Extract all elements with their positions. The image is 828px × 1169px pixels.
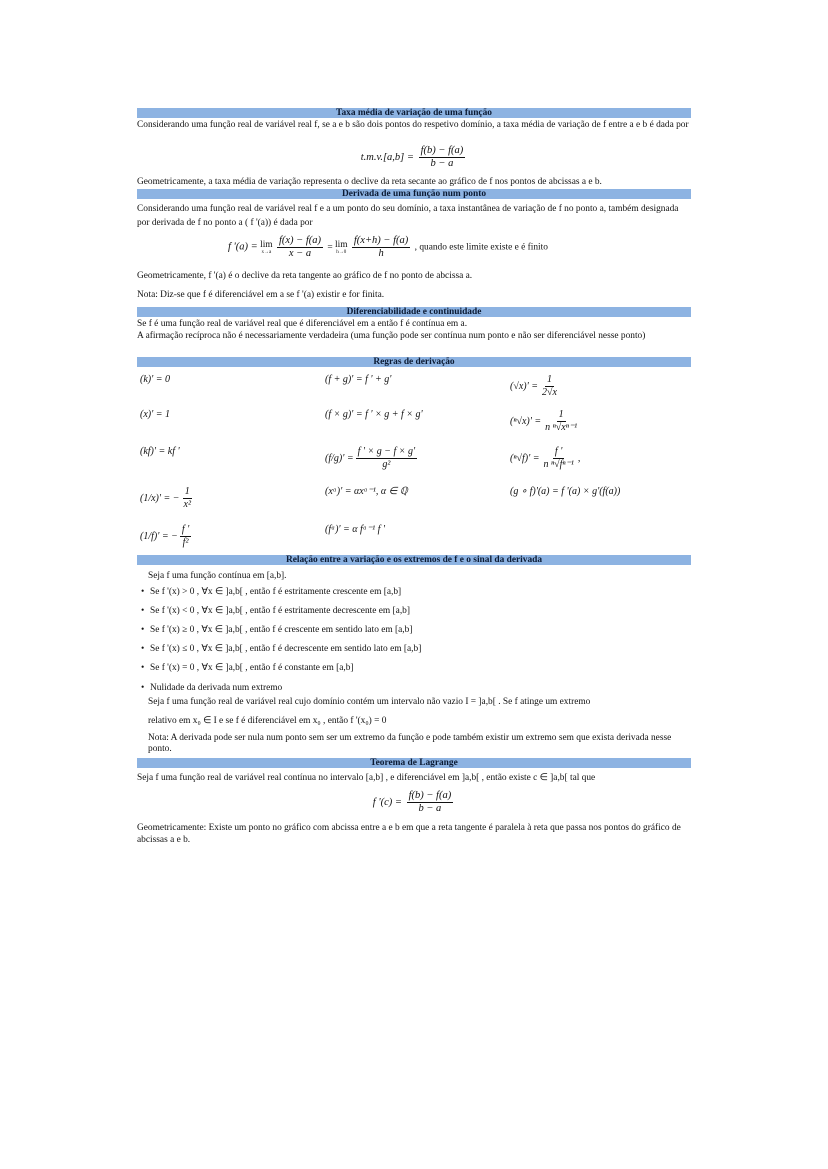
- bullet-text: Se f '(x) ≤ 0 , ∀x ∈ ]a,b[ , então f é decrescente em sentido lato em [a,b]: [150, 644, 422, 654]
- rule-fraction: [182, 486, 193, 511]
- rule-fraction: [541, 446, 575, 471]
- derivation-rule: [140, 374, 170, 386]
- extremo-line2: relativo em x₀ ∈ I e se f é diferenciável em x₀ , então f '(x₀) = 0: [148, 716, 387, 726]
- derivation-rule: [140, 524, 193, 549]
- rule-lhs: (g ∘ f)'(a) = f '(a) × g'(f(a)): [510, 486, 621, 497]
- derivation-rule: [325, 524, 385, 536]
- bullet-item: [141, 644, 421, 656]
- derivation-rule: [325, 409, 423, 421]
- lim-2: lim: [335, 239, 348, 250]
- rule-numerator: f ': [554, 446, 563, 457]
- derivada-formula: [228, 235, 698, 260]
- rule-numerator: 1: [546, 374, 552, 385]
- section-header-regras: Regras de derivação: [137, 357, 691, 367]
- rule-denominator: n ⁿ√fⁿ⁻¹: [543, 459, 574, 470]
- section-header-derivada: Derivada de uma função num ponto: [137, 189, 691, 199]
- lagrange-intro: Seja f uma função real de variável real contínua no intervalo [a,b] , e diferenciável em ]a,b[ , então existe c ∈ ]a,b[ tal que: [137, 773, 596, 783]
- rule-fraction: [180, 524, 191, 549]
- diferenciabilidade-line2: A afirmação recíproca não é necessariamente verdadeira (uma função pode ser contínua num ponto e não ser diferenciável nesse ponto): [137, 331, 646, 341]
- lim-1: lim: [260, 239, 273, 250]
- bullet-text: Se f '(x) ≥ 0 , ∀x ∈ ]a,b[ , então f é crescente em sentido lato em [a,b]: [150, 625, 413, 635]
- rule-numerator: f ' × g − f × g': [357, 446, 416, 457]
- lagrange-numerator: f(b) − f(a): [408, 790, 452, 801]
- diferenciabilidade-line1: Se f é uma função real de variável real que é diferenciável em a então f é contínua em a.: [137, 319, 468, 329]
- rule-numerator: 1: [184, 486, 190, 497]
- lagrange-geo: Geometricamente: Existe um ponto no gráfico com abcissa entre a e b em que a reta tangente é paralela à reta que passa nos pontos do gráfico de abcissas a e b.: [137, 823, 681, 845]
- bullet-item: [141, 606, 410, 618]
- rule-tail: ,: [577, 452, 581, 464]
- derivation-rule: [510, 409, 581, 434]
- derivation-rule: [510, 446, 580, 471]
- lagrange-lhs: f '(c) =: [372, 796, 402, 808]
- rule-lhs: (1/f)' = −: [140, 530, 178, 542]
- tmv-denominator: b − a: [430, 158, 454, 169]
- rule-denominator: 2√x: [541, 387, 557, 398]
- rule-lhs: (√x)' =: [510, 380, 538, 392]
- rule-lhs: (xᵅ)' = αxᵅ⁻¹, α ∈ ℚ: [325, 486, 408, 497]
- derivation-rule: [325, 374, 391, 386]
- rule-lhs: (f + g)' = f ' + g': [325, 374, 392, 385]
- derivation-rule: [510, 374, 561, 399]
- rule-lhs: (ⁿ√f)' =: [510, 452, 540, 464]
- denominator-1: x − a: [288, 248, 312, 259]
- relacao-nota: Nota: A derivada pode ser nula num ponto sem ser um extremo da função e pode também existir um extremo sem que exista derivada nesse ponto.: [148, 733, 672, 754]
- bullet-item: [141, 663, 354, 675]
- rule-lhs: (1/x)' = −: [140, 492, 180, 504]
- rule-lhs: (ⁿ√x)' =: [510, 415, 542, 427]
- relacao-intro: Seja f uma função contínua em [a,b].: [148, 571, 287, 581]
- bullet-text: Nulidade da derivada num extremo: [150, 683, 283, 693]
- derivada-geo: Geometricamente, f '(a) é o declive da reta tangente ao gráfico de f no ponto de abcissa a.: [137, 271, 473, 281]
- tmv-formula-lhs: t.m.v.[a,b] =: [360, 151, 414, 163]
- rule-lhs: (kf)' = kf ': [140, 446, 180, 457]
- bullet-item: [141, 683, 282, 695]
- lagrange-denominator: b − a: [418, 803, 442, 814]
- bullet-item: [141, 587, 401, 599]
- rule-fraction: [540, 374, 559, 399]
- derivada-tail: , quando este limite existe e é finito: [414, 242, 548, 253]
- rule-denominator: f²: [182, 537, 189, 548]
- derivation-rule: [140, 486, 195, 511]
- lagrange-formula: [137, 790, 691, 815]
- rule-numerator: f ': [181, 524, 190, 535]
- bullet-item: [141, 625, 412, 637]
- rule-lhs: (x)' = 1: [140, 409, 170, 420]
- bullet-text: Se f '(x) = 0 , ∀x ∈ ]a,b[ , então f é constante em [a,b]: [150, 663, 354, 673]
- tmv-geo: Geometricamente, a taxa média de variação representa o declive da reta secante ao gráfico de f nos pontos de abcissas a e b.: [137, 177, 602, 187]
- rule-lhs: (k)' = 0: [140, 374, 170, 385]
- denominator-2: h: [378, 248, 384, 259]
- derivation-rule: [510, 486, 620, 498]
- derivada-nota: Nota: Diz-se que f é diferenciável em a se f '(a) existir e for finita.: [137, 290, 385, 300]
- rule-lhs: (f/g)' =: [325, 452, 354, 464]
- derivation-rule: [325, 486, 408, 498]
- tmv-formula: [137, 145, 691, 170]
- derivation-rule: [325, 446, 419, 471]
- bullet-text: Se f '(x) < 0 , ∀x ∈ ]a,b[ , então f é estritamente decrescente em [a,b]: [150, 606, 410, 616]
- section-header-tmv: Taxa média de variação de uma função: [137, 108, 691, 118]
- bullet-text: Se f '(x) > 0 , ∀x ∈ ]a,b[ , então f é estritamente crescente em [a,b]: [150, 587, 402, 597]
- extremo-line1: Seja f uma função real de variável real cujo domínio contém um intervalo não vazio I = ]a,b[ . Se f atinge um extremo: [148, 697, 591, 707]
- rule-denominator: x²: [183, 499, 191, 510]
- derivation-rule: [140, 446, 180, 458]
- rule-fraction: [356, 446, 418, 471]
- numerator-2: f(x+h) − f(a): [353, 235, 409, 246]
- derivation-rule: [140, 409, 170, 421]
- section-header-diferenciabilidade: Diferenciabilidade e continuidade: [137, 307, 691, 317]
- numerator-1: f(x) − f(a): [278, 235, 322, 246]
- equals: =: [327, 242, 333, 253]
- lim-1-sub: x→a: [261, 249, 272, 255]
- rule-fraction: [543, 409, 579, 434]
- rule-denominator: n ⁿ√xⁿ⁻¹: [545, 422, 578, 433]
- derivada-lhs: f '(a) =: [228, 241, 258, 253]
- rule-lhs: (f × g)' = f ' × g + f × g': [325, 409, 423, 420]
- lim-2-sub: h→0: [336, 249, 347, 255]
- tmv-intro: Considerando uma função real de variável real f, se a e b são dois pontos do respetivo domínio, a taxa média de variação de f entre a e b é dada por: [137, 120, 689, 130]
- rule-numerator: 1: [558, 409, 564, 420]
- rule-denominator: g²: [382, 459, 391, 470]
- section-header-relacao: Relação entre a variação e os extremos de f e o sinal da derivada: [137, 555, 691, 565]
- rule-lhs: (fᵅ)' = α fᵅ⁻¹ f ': [325, 524, 386, 535]
- derivada-intro: Considerando uma função real de variável real f e a um ponto do seu domínio, a taxa instantânea de variação de f no ponto a, também designada por derivada de f no ponto a ( f '(a)) é dada por: [137, 204, 679, 228]
- section-header-lagrange: Teorema de Lagrange: [137, 758, 691, 768]
- tmv-numerator: f(b) − f(a): [420, 145, 464, 156]
